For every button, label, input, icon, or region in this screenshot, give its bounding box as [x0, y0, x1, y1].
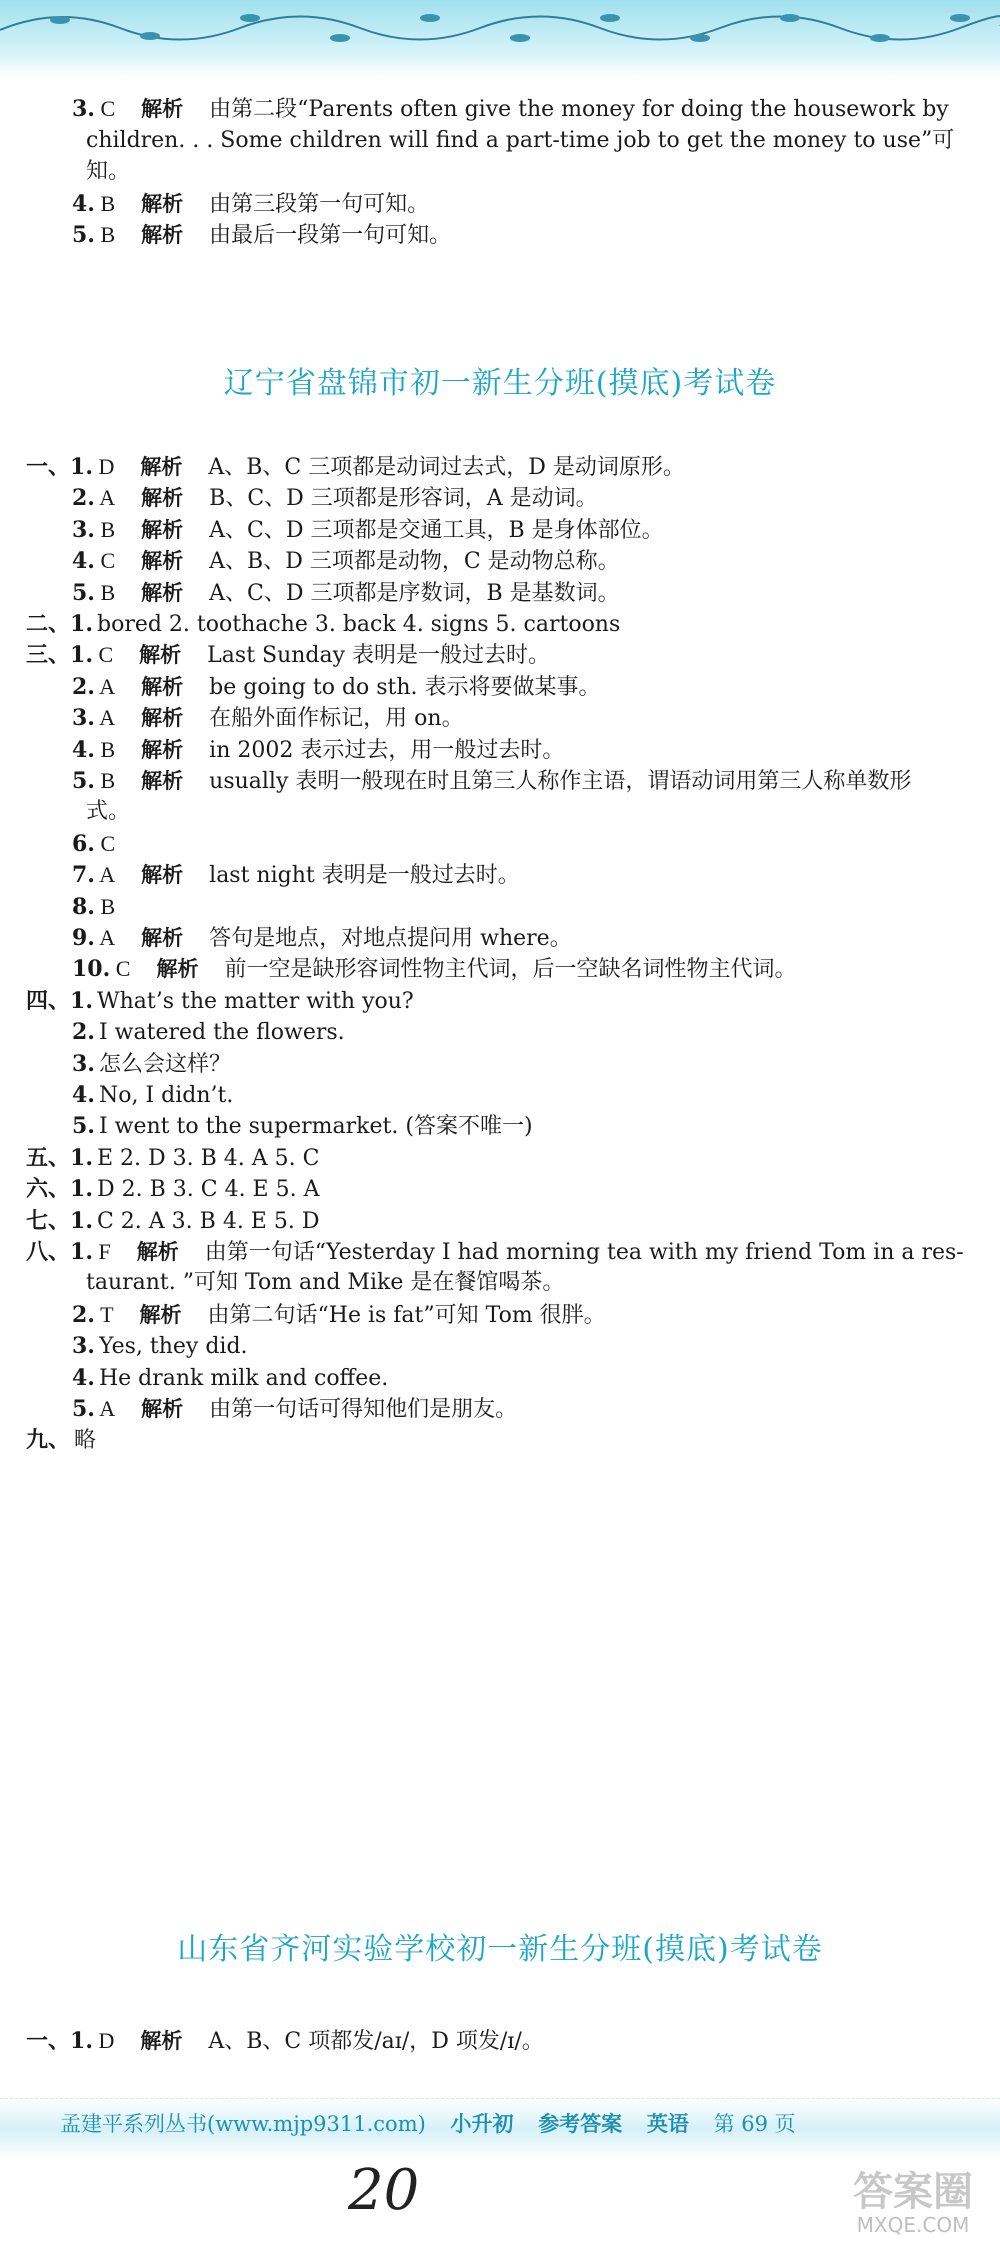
answer-line — [72, 672, 601, 703]
footer-series: 孟建平系列丛书(www.mjp9311.com) — [60, 2112, 426, 2136]
answer-line — [72, 515, 664, 546]
question-number: 4. — [72, 1082, 95, 1108]
section-prefix: 九、 — [26, 1427, 71, 1454]
analysis-label: 解析 — [141, 191, 184, 216]
question-number: 3. — [72, 705, 95, 732]
watermark-logo — [838, 2170, 988, 2238]
question-number: 4. — [72, 736, 95, 763]
question-number: 3. — [72, 1050, 95, 1077]
question-number: 1. — [70, 454, 93, 480]
answer-text: 前一空是缺形容词性物主代词，后一空缺名词性物主代词。 — [224, 957, 797, 983]
answer-line — [72, 1363, 388, 1394]
answer-text: What’s the matter with you? — [96, 988, 414, 1014]
answer-letter: C — [94, 830, 116, 856]
question-number: 1. — [70, 987, 93, 1014]
question-number: 2. — [72, 1301, 95, 1328]
answer-text: 在船外面作标记，用 on。 — [209, 706, 464, 732]
footer-page-number: 第 69 页 — [713, 2112, 796, 2136]
analysis-label: 解析 — [141, 1397, 184, 1421]
answer-line — [26, 640, 550, 671]
analysis-label: 解析 — [156, 957, 199, 982]
answer-line — [72, 1331, 248, 1362]
answer-text: be going to do sth. 表示将要做某事。 — [209, 674, 601, 700]
question-number: 1. — [70, 1207, 93, 1234]
answer-line — [86, 797, 130, 827]
section-prefix: 一、 — [26, 2028, 71, 2054]
answer-line — [26, 1237, 964, 1268]
answer-line — [72, 220, 451, 251]
continuation-text: 式。 — [86, 799, 131, 825]
section-prefix: 四、 — [26, 987, 71, 1014]
answer-text: 怎么会这样？ — [98, 1051, 231, 1077]
answer-line — [86, 1268, 564, 1298]
answer-letter: C — [94, 96, 116, 121]
question-number: 6. — [72, 830, 95, 857]
analysis-label: 解析 — [139, 643, 182, 668]
question-number: 5. — [72, 1396, 95, 1422]
answer-line — [26, 609, 620, 640]
answer-line — [26, 1143, 319, 1174]
analysis-label: 解析 — [141, 486, 184, 511]
answer-line — [26, 452, 685, 483]
answer-line — [26, 1206, 319, 1237]
answer-letter: A — [94, 1396, 116, 1421]
answer-text: Last Sunday 表明是一般过去时。 — [207, 643, 551, 669]
answer-line — [72, 189, 429, 220]
answer-text: E 2. D 3. B 4. A 5. C — [96, 1145, 320, 1171]
answer-line — [72, 1017, 345, 1048]
answer-letter: A — [94, 485, 116, 511]
answer-text: A、B、C 三项都是动词过去式，D 是动词原形。 — [208, 455, 685, 480]
answer-line — [26, 1425, 96, 1456]
answer-line — [72, 735, 564, 766]
answer-text: C 2. A 3. B 4. E 5. D — [96, 1208, 320, 1234]
answer-text: 略 — [74, 1428, 97, 1454]
section-prefix: 六、 — [26, 1176, 71, 1203]
question-number: 2. — [72, 1019, 95, 1046]
answer-letter: A — [94, 925, 116, 950]
answer-letter: A — [94, 705, 116, 731]
footer-kind: 参考答案 — [538, 2111, 623, 2136]
answer-text: usually 表明一般现在时且第三人称作主语，谓语动词用第三人称单数形 — [209, 769, 912, 794]
answer-letter: C — [92, 642, 114, 668]
vine-ornament-icon — [0, 0, 1000, 60]
section-prefix: 二、 — [26, 611, 71, 637]
answer-text: 由第三段第一句可知。 — [209, 191, 430, 217]
answer-letter: B — [94, 579, 116, 605]
answer-text: bored 2. toothache 3. back 4. signs 5. cartoons — [96, 612, 621, 637]
answer-line — [72, 483, 598, 514]
question-number: 3. — [72, 1333, 95, 1360]
answer-text: A、C、D 三项都是交通工具，B 是身体部位。 — [209, 517, 664, 543]
question-number: 2. — [72, 673, 95, 700]
answer-line — [26, 1174, 319, 1205]
answer-letter: B — [94, 190, 116, 216]
analysis-label: 解析 — [141, 517, 184, 542]
answer-line — [86, 126, 954, 156]
analysis-label: 解析 — [141, 549, 184, 574]
answer-text: 由第一句话“Yesterday I had morning tea with my friend Tom in a res- — [204, 1240, 964, 1265]
answer-line — [72, 1394, 517, 1425]
analysis-label: 解析 — [141, 97, 184, 121]
answer-text: B、C、D 三项都是形容词，A 是动词。 — [209, 486, 598, 512]
continuation-text: children. . . Some children will find a part-time job to get the money to use”可 — [86, 127, 955, 153]
footer-subject: 英语 — [646, 2111, 689, 2136]
answer-text: 由最后一段第一句可知。 — [209, 223, 452, 248]
analysis-label: 解析 — [141, 674, 184, 699]
answer-text: I watered the flowers. — [98, 1020, 345, 1046]
answer-letter: B — [94, 222, 116, 247]
question-number: 1. — [70, 2028, 93, 2054]
answer-text: last night 表明是一般过去时。 — [209, 863, 520, 889]
answer-text: No, I didn’t. — [98, 1083, 234, 1108]
analysis-label: 解析 — [141, 706, 184, 731]
question-number: 4. — [72, 548, 95, 575]
answer-text: Yes, they did. — [98, 1334, 248, 1360]
answer-letter: C — [110, 956, 131, 982]
decorative-header-band — [0, 0, 1000, 78]
answer-line — [72, 1111, 533, 1142]
answer-line — [72, 892, 115, 923]
section-prefix: 七、 — [26, 1207, 71, 1234]
analysis-label: 解析 — [141, 737, 184, 762]
question-number: 8. — [72, 893, 95, 920]
answer-text: A、B、C 项都发/aɪ/，D 项发/ɪ/。 — [208, 2029, 544, 2054]
question-number: 5. — [72, 768, 95, 794]
question-number: 3. — [72, 516, 95, 543]
answer-line — [72, 546, 620, 577]
answer-line — [72, 1080, 233, 1111]
answer-line — [72, 829, 115, 860]
analysis-label: 解析 — [140, 455, 183, 479]
question-number: 5. — [72, 1113, 95, 1140]
section-title: 辽宁省盘锦市初一新生分班(摸底)考试卷 — [223, 366, 777, 401]
answer-line — [72, 1049, 231, 1080]
answer-text: 答句是地点，对地点提问用 where。 — [209, 926, 572, 951]
answer-letter: A — [94, 673, 116, 699]
answer-text: 由第二句话“He is fat”可知 Tom 很胖。 — [207, 1302, 606, 1328]
watermark-bottom: MXQE.COM — [856, 2213, 970, 2237]
question-number: 2. — [72, 485, 95, 512]
continuation-text: 知。 — [86, 159, 131, 184]
analysis-label: 解析 — [141, 223, 184, 247]
answer-letter: B — [94, 893, 116, 919]
question-number: 1. — [70, 642, 93, 669]
section-prefix: 八、 — [26, 1239, 71, 1265]
footer — [60, 2108, 814, 2138]
answer-line — [72, 1300, 606, 1331]
section-prefix: 一、 — [26, 454, 71, 480]
answer-letter: F — [92, 1239, 111, 1264]
analysis-label: 解析 — [141, 769, 184, 793]
footer-level: 小升初 — [450, 2111, 514, 2136]
watermark-top: 答案圈 — [853, 2169, 973, 2215]
answer-letter: D — [92, 454, 115, 479]
question-number: 7. — [72, 862, 95, 889]
answer-letter: T — [94, 1301, 114, 1327]
question-number: 5. — [72, 579, 95, 606]
question-number: 1. — [70, 611, 93, 637]
analysis-label: 解析 — [136, 1240, 179, 1264]
question-number: 9. — [72, 925, 95, 951]
answer-line — [26, 986, 414, 1017]
question-number: 4. — [72, 190, 95, 217]
answer-line — [72, 766, 911, 797]
answer-line — [72, 703, 464, 734]
section-prefix: 五、 — [26, 1144, 71, 1171]
answer-letter: B — [94, 736, 116, 762]
handwritten-note: 20 — [348, 2158, 420, 2223]
answer-line — [26, 2026, 544, 2057]
answer-text: A、B、D 三项都是动物，C 是动物总称。 — [209, 549, 620, 575]
section-title: 山东省齐河实验学校初一新生分班(摸底)考试卷 — [177, 1932, 823, 1967]
question-number: 4. — [72, 1364, 95, 1391]
answer-text: I went to the supermarket. (答案不唯一) — [98, 1114, 533, 1140]
analysis-label: 解析 — [140, 2029, 183, 2053]
answer-letter: B — [94, 768, 116, 793]
answer-line — [72, 94, 949, 125]
continuation-text: taurant. ”可知 Tom and Mike 是在餐馆喝茶。 — [86, 1270, 565, 1296]
answer-text: in 2002 表示过去，用一般过去时。 — [209, 737, 565, 763]
answer-text: D 2. B 3. C 4. E 5. A — [96, 1177, 320, 1203]
answer-line — [72, 578, 620, 609]
answer-letter: C — [94, 548, 116, 574]
answer-text: 由第二段“Parents often give the money for doing the housework by — [209, 97, 949, 122]
question-number: 3. — [72, 96, 95, 122]
analysis-label: 解析 — [139, 1302, 182, 1327]
answer-text: 由第一句话可得知他们是朋友。 — [209, 1397, 518, 1422]
analysis-label: 解析 — [141, 926, 184, 950]
answer-line — [72, 954, 796, 985]
question-number: 5. — [72, 222, 95, 248]
analysis-label: 解析 — [141, 580, 184, 605]
question-number: 1. — [70, 1144, 93, 1171]
answer-line — [86, 157, 130, 187]
answer-letter: A — [94, 862, 116, 888]
answer-text: He drank milk and coffee. — [98, 1365, 389, 1391]
answer-line — [72, 923, 572, 954]
question-number: 1. — [70, 1239, 93, 1265]
question-number: 10. — [72, 956, 111, 983]
answer-line — [72, 860, 520, 891]
analysis-label: 解析 — [141, 863, 184, 888]
answer-letter: B — [94, 516, 116, 542]
question-number: 1. — [70, 1176, 93, 1203]
answer-letter: D — [92, 2028, 115, 2053]
section-prefix: 三、 — [26, 642, 71, 669]
answer-text: A、C、D 三项都是序数词，B 是基数词。 — [209, 580, 620, 606]
